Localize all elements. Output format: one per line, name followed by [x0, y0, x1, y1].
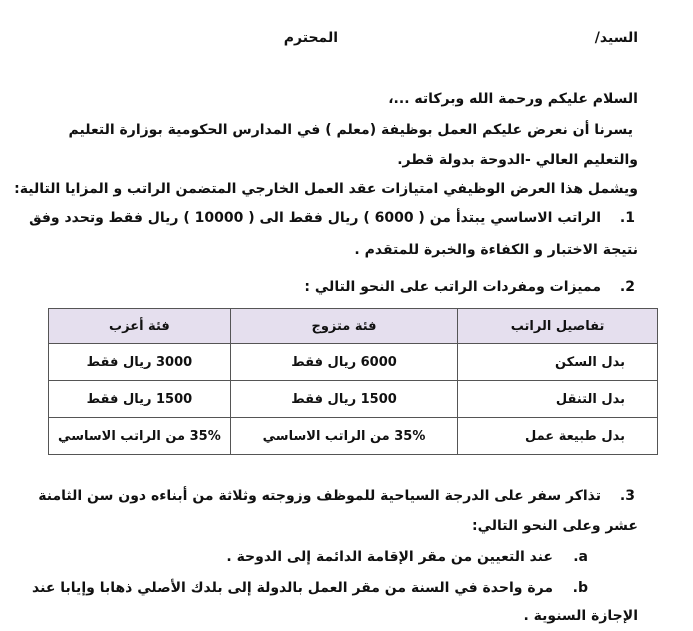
table-cell: 3000 ريال فقط [49, 344, 231, 381]
salary-table [48, 308, 658, 455]
table-cell: بدل التنقل [458, 381, 658, 418]
item-1-line-2: نتيجة الاختبار و الكفاءة والخبرة للمتقدم . [354, 242, 638, 258]
table-header-cell: فئة متزوج [230, 309, 457, 344]
honorific-label: المحترم [283, 30, 338, 46]
subitem-b-line-1: مرة واحدة في السنة من مقر العمل بالدولة إلى بلدك الأصلي ذهابا وإيابا عند [32, 580, 553, 596]
table-header-cell: تفاصيل الراتب [458, 309, 658, 344]
table-cell: بدل طبيعة عمل [458, 418, 658, 455]
table-header-row [49, 309, 658, 344]
subitem-a-letter: a. [573, 549, 588, 565]
table-cell: 35% من الراتب الاساسي [230, 418, 457, 455]
table-cell: 35% من الراتب الاساسي [49, 418, 231, 455]
item-1-number: 1. [619, 210, 635, 226]
subitem-b-line-2: الإجازة السنوية . [523, 608, 638, 624]
item-2-number: 2. [619, 279, 635, 295]
salutation-label: السيد/ [594, 30, 638, 46]
intro-line-1: يسرنا أن نعرض عليكم العمل بوظيفة (معلم ) في المدارس الحكومية بوزارة التعليم [68, 122, 633, 138]
item-2-line-1: مميزات ومفردات الراتب على النحو التالي : [304, 279, 601, 295]
scope-line: ويشمل هذا العرض الوظيفي امتيازات عقد العمل الخارجي المتضمن الراتب و المزايا التالية: [14, 181, 638, 197]
table-row [49, 344, 658, 381]
intro-line-2: والتعليم العالي -الدوحة بدولة قطر. [397, 152, 638, 168]
item-3-line-2: عشر وعلى النحو التالي: [472, 518, 638, 534]
table-row [49, 418, 658, 455]
table-row [49, 381, 658, 418]
item-3-number: 3. [619, 488, 635, 504]
greeting-line: السلام عليكم ورحمة الله وبركاته ...، [388, 91, 638, 107]
subitem-b-letter: b. [572, 580, 588, 596]
table-cell: 1500 ريال فقط [230, 381, 457, 418]
table-header-cell: فئة أعزب [49, 309, 231, 344]
table-cell: بدل السكن [458, 344, 658, 381]
table-cell: 1500 ريال فقط [49, 381, 231, 418]
subitem-a-line-1: عند التعيين من مقر الإقامة الدائمة إلى الدوحة . [226, 549, 553, 565]
item-3-line-1: تذاكر سفر على الدرجة السياحية للموظف وزوجته وثلاثة من أبناءه دون سن الثامنة [38, 488, 601, 504]
table-cell: 6000 ريال فقط [230, 344, 457, 381]
item-1-line-1: الراتب الاساسي يبتدأ من ( 6000 ) ريال فقط الى ( 10000 ) ريال فقط وتحدد وفق [29, 210, 601, 226]
